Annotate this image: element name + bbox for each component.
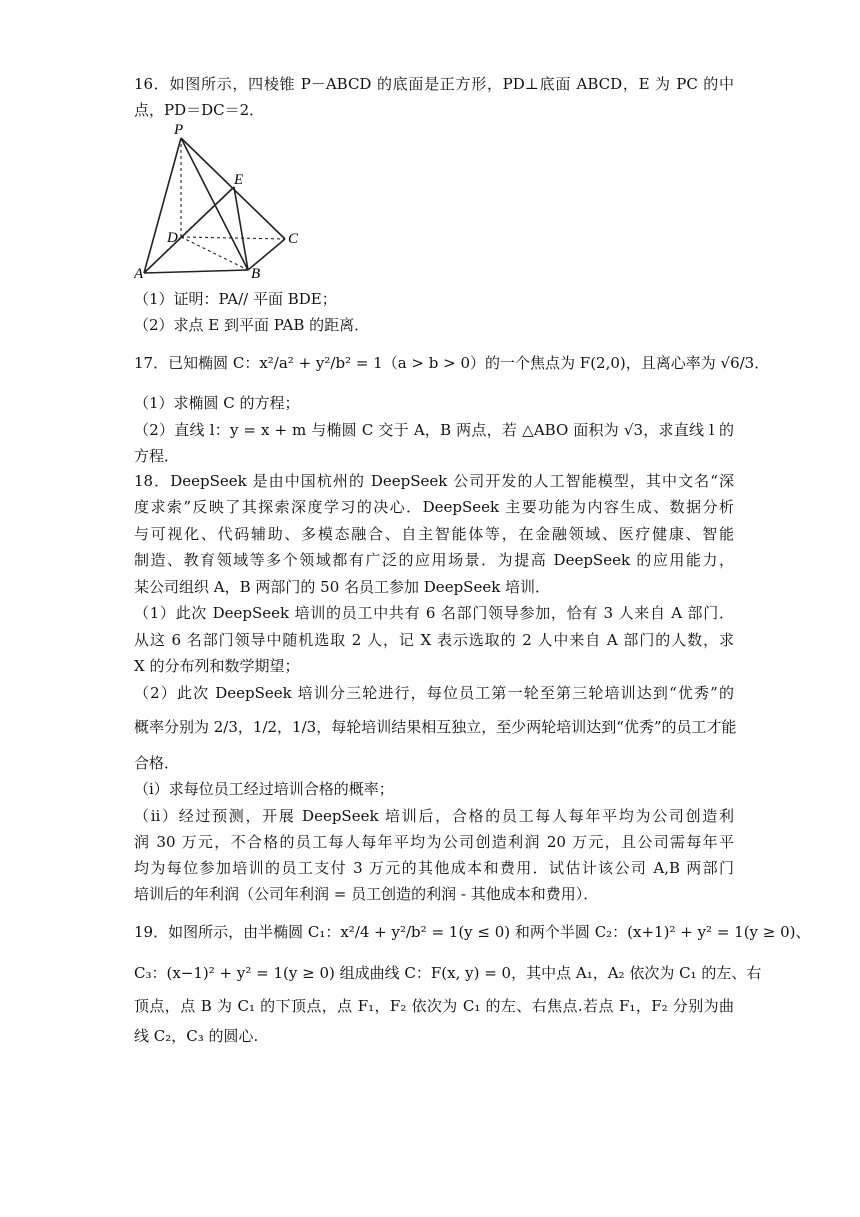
problem-18-question-ii-a: （ⅱ）经过预测，开展 DeepSeek 培训后，合格的员工每人每年平均为公司创造利 <box>134 807 734 825</box>
problem-18-line-3: 与可视化、代码辅助、多模态融合、自主智能体等，在金融领域、医疗健康、智能 <box>134 525 734 543</box>
vertex-label-b: B <box>251 266 261 280</box>
vertex-label-a: A <box>134 266 144 280</box>
problem-18-line-5: 某公司组织 A，B 两部门的 50 名员工参加 DeepSeek 培训． <box>134 578 551 596</box>
problem-17-question-2b: 方程． <box>134 447 180 465</box>
problem-17-line-1: 17．已知椭圆 C：x²/a² + y²/b² = 1（a > b > 0）的一个焦点为 F(2,0)，且离心率为 √6/3． <box>134 354 770 372</box>
problem-18-question-ii-c: 均为每位参加培训的员工支付 3 万元的其他成本和费用．试估计该公司 A,B 两部门 <box>134 859 734 877</box>
problem-18-line-2: 度求索”反映了其探索深度学习的决心．DeepSeek 主要功能为内容生成、数据分析 <box>134 498 734 516</box>
problem-16-line-2: 点，PD＝DC＝2． <box>134 101 265 119</box>
problem-18-question-2a: （2）此次 DeepSeek 培训分三轮进行，每位员工第一轮至第三轮培训达到“优秀”的 <box>134 684 734 702</box>
vertex-label-c: C <box>288 231 299 247</box>
problem-19-line-1: 19．如图所示，由半椭圆 C₁：x²/4 + y²/b² = 1(y ≤ 0) 和两个半圆 C₂：(x+1)² + y² = 1(y ≥ 0)、 <box>134 923 811 941</box>
problem-18-line-4: 制造、教育领域等多个领域都有广泛的应用场景．为提高 DeepSeek 的应用能力， <box>134 551 734 569</box>
problem-18-question-1c: X 的分布列和数学期望； <box>134 657 300 675</box>
problem-17-question-1: （1）求椭圆 C 的方程； <box>134 394 300 412</box>
problem-18-question-1a: （1）此次 DeepSeek 培训的员工中共有 6 名部门领导参加，恰有 3 人来自 A 部门． <box>134 604 734 622</box>
problem-19-line-3: 顶点，点 B 为 C₁ 的下顶点，点 F₁，F₂ 依次为 C₁ 的左、右焦点.若点 F₁，F₂ 分别为曲 <box>134 997 734 1015</box>
problem-18-question-ii-b: 润 30 万元，不合格的员工每人每年平均为公司创造利润 20 万元，且公司需每年平 <box>134 833 734 851</box>
vertex-label-p: P <box>174 122 184 138</box>
vertex-label-d: D <box>167 230 178 246</box>
problem-16-question-2: （2）求点 E 到平面 PAB 的距离． <box>134 316 370 334</box>
problem-18-question-2b: 概率分别为 2/3，1/2，1/3，每轮培训结果相互独立，至少两轮培训达到“优秀”的员工才能 <box>134 718 737 736</box>
pyramid-figure <box>134 120 314 280</box>
vertex-label-e: E <box>234 172 244 188</box>
problem-18-question-ii-d: 培训后的年利润（公司年利润 = 员工创造的利润 - 其他成本和费用）． <box>134 885 599 903</box>
problem-18-question-1b: 从这 6 名部门领导中随机选取 2 人，记 X 表示选取的 2 人中来自 A 部门的人数，求 <box>134 631 734 649</box>
problem-17-question-2a: （2）直线 l：y = x + m 与椭圆 C 交于 A，B 两点，若 △ABO 面积为 √3，求直线 l 的 <box>134 421 734 439</box>
problem-18-line-1: 18．DeepSeek 是由中国杭州的 DeepSeek 公司开发的人工智能模型，其中文名“深 <box>134 472 734 490</box>
problem-16-line-1: 16．如图所示，四棱锥 P－ABCD 的底面是正方形，PD⊥底面 ABCD，E 为 PC 的中 <box>134 75 734 93</box>
problem-16-question-1: （1）证明：PA// 平面 BDE； <box>134 290 337 308</box>
problem-18-question-i: （ⅰ）求每位员工经过培训合格的概率； <box>134 780 394 798</box>
problem-19-line-2: C₃：(x−1)² + y² = 1(y ≥ 0) 组成曲线 C：F(x, y) = 0，其中点 A₁，A₂ 依次为 C₁ 的左、右 <box>134 964 762 982</box>
problem-18-question-2c: 合格． <box>134 754 180 772</box>
problem-19-line-4: 线 C₂，C₃ 的圆心. <box>134 1027 259 1045</box>
